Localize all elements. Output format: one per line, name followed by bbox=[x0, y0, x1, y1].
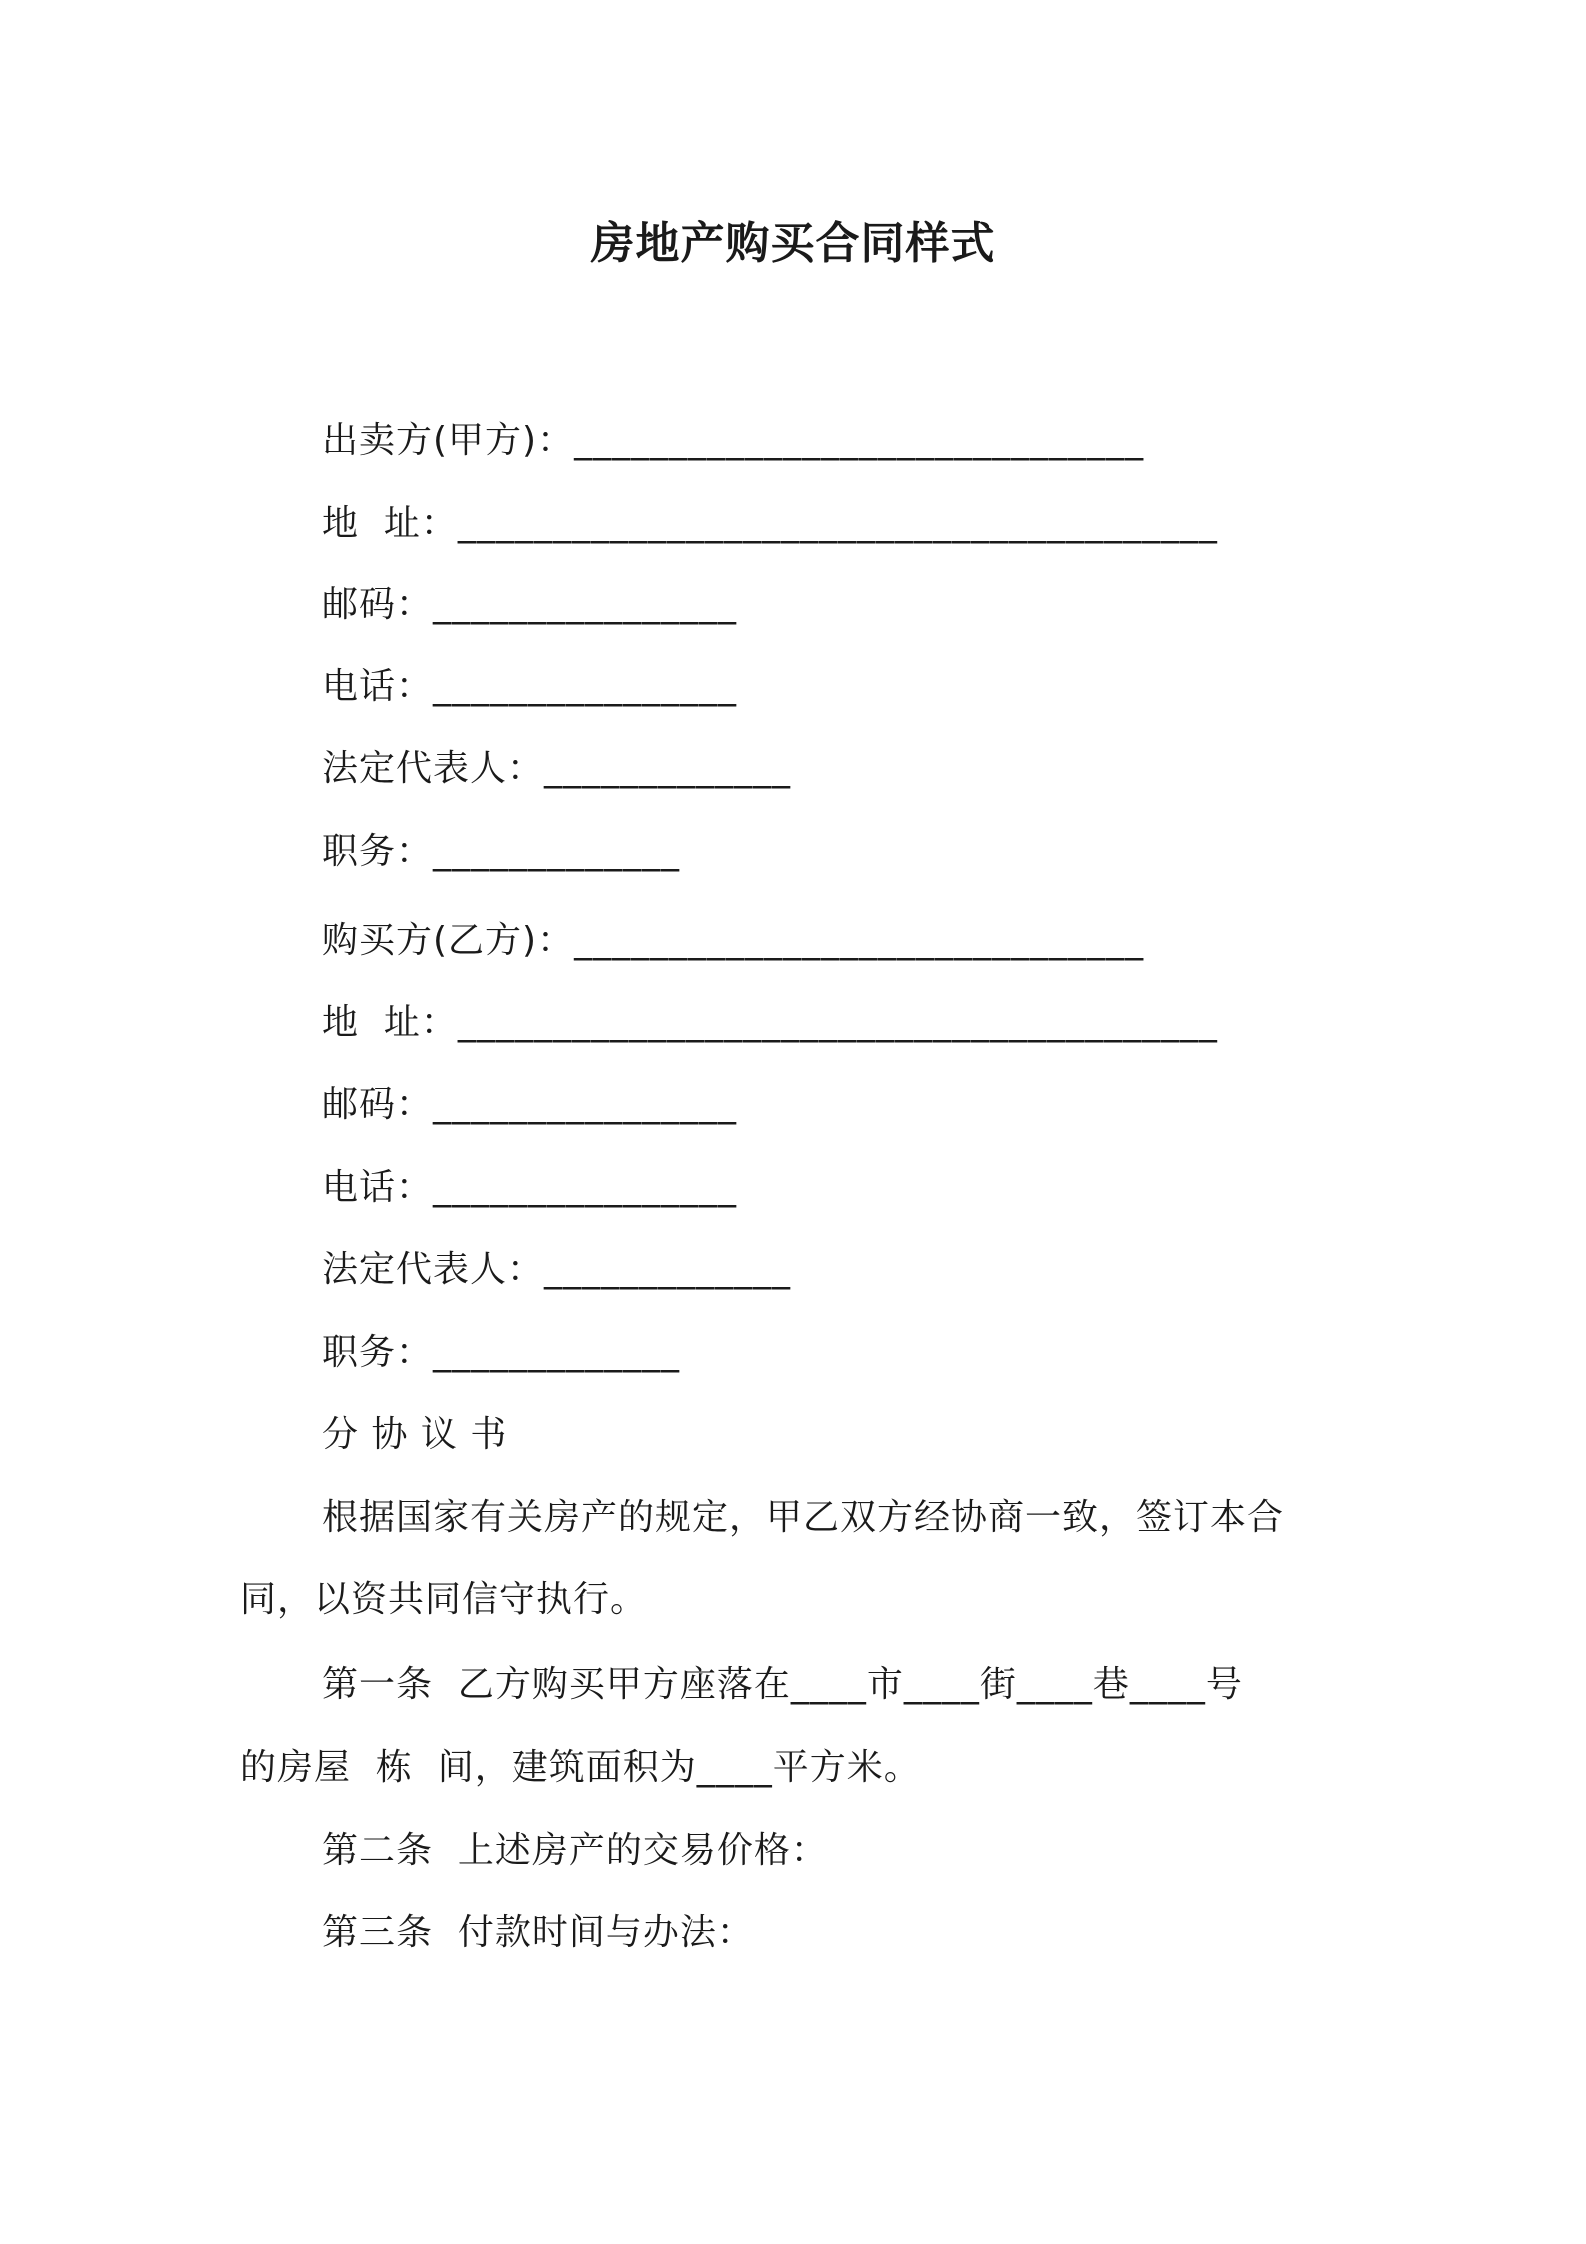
article1-line1: 第一条 乙方购买甲方座落在____市____街____巷____号 bbox=[322, 1664, 1243, 1705]
buyer-party-field: 购买方(乙方)：______________________________ bbox=[322, 920, 1145, 961]
buyer-phone-field: 电话：________________ bbox=[322, 1167, 738, 1208]
document-title: 房地产购买合同样式 bbox=[590, 218, 996, 269]
seller-phone-field: 电话：________________ bbox=[322, 666, 738, 707]
agreement-subtitle: 分 协 议 书 bbox=[322, 1414, 508, 1455]
buyer-address-field: 地 址：________________________________________ bbox=[322, 1002, 1218, 1043]
article2-text: 第二条 上述房产的交易价格： bbox=[322, 1830, 828, 1871]
seller-postcode-field: 邮码：________________ bbox=[322, 584, 738, 625]
seller-party-field: 出卖方(甲方)：______________________________ bbox=[322, 420, 1145, 461]
article3-text: 第三条 付款时间与办法： bbox=[322, 1912, 754, 1953]
article1-line2: 的房屋 栋 间，建筑面积为____平方米。 bbox=[240, 1747, 921, 1788]
buyer-postcode-field: 邮码：________________ bbox=[322, 1084, 738, 1125]
intro-paragraph-line2: 同，以资共同信守执行。 bbox=[240, 1579, 648, 1620]
seller-legal-rep-field: 法定代表人：_____________ bbox=[322, 748, 792, 789]
seller-address-field: 地 址：________________________________________ bbox=[322, 503, 1218, 544]
intro-paragraph-line1: 根据国家有关房产的规定，甲乙双方经协商一致，签订本合 bbox=[322, 1497, 1285, 1538]
buyer-legal-rep-field: 法定代表人：_____________ bbox=[322, 1249, 792, 1290]
seller-position-field: 职务：_____________ bbox=[322, 831, 681, 872]
buyer-position-field: 职务：_____________ bbox=[322, 1332, 681, 1373]
